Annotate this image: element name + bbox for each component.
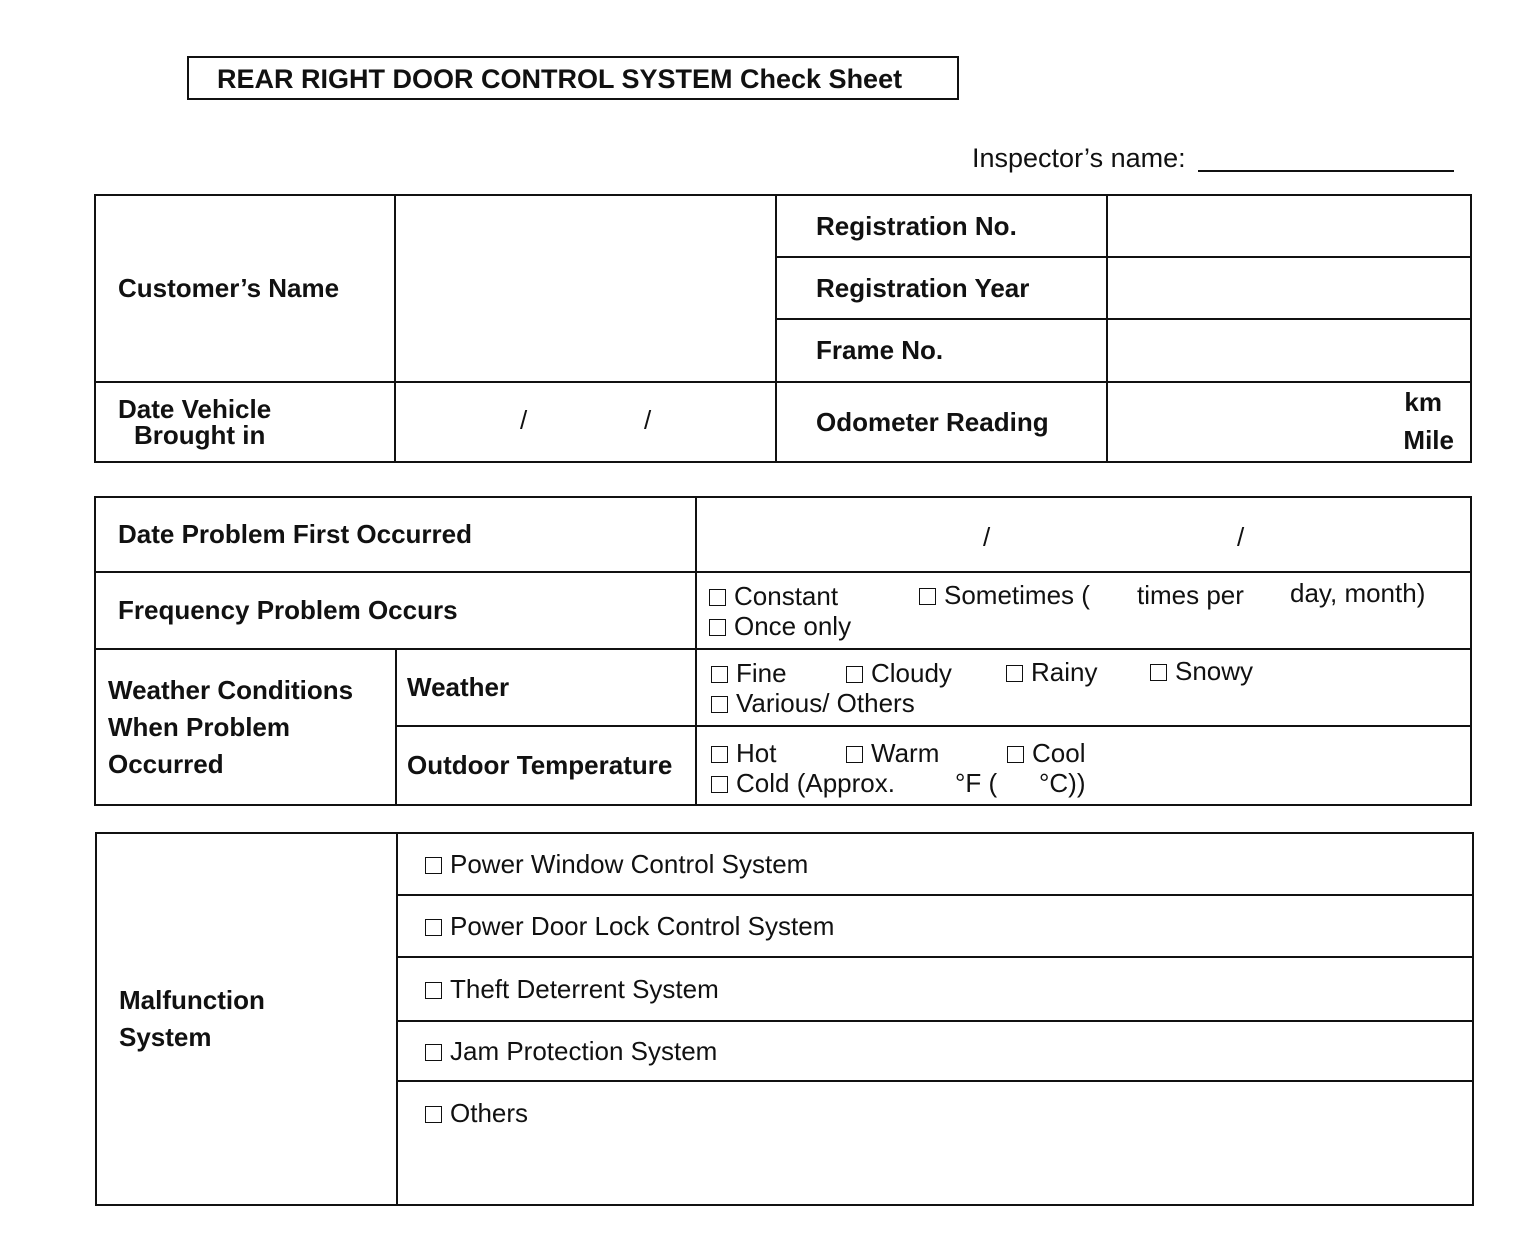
date-vehicle-label [95, 382, 395, 462]
temperature-options [696, 726, 1471, 805]
checkbox-icon [425, 982, 442, 999]
malfunction-item-theft-deterrent[interactable]: Theft Deterrent System [397, 957, 1473, 1021]
checkbox-icon [1006, 665, 1023, 682]
option-cool[interactable]: Cool [1007, 738, 1085, 769]
vehicle-info-table [94, 194, 1472, 463]
customer-name-field[interactable] [395, 195, 776, 382]
registration-no-field[interactable] [1107, 195, 1471, 257]
deg-c-text: °C)) [1039, 768, 1086, 798]
checkbox-icon [425, 1106, 442, 1123]
malfunction-item-power-window[interactable]: Power Window Control System [397, 833, 1473, 895]
checkbox-icon [711, 666, 728, 683]
date-first-field[interactable] [696, 497, 1471, 572]
option-sometimes[interactable]: Sometimes ( [919, 580, 1090, 611]
date-first-label: Date Problem First Occurred [95, 497, 696, 572]
date-slash-2: / [644, 405, 652, 435]
inspector-label: Inspector’s name: [972, 143, 1186, 173]
problem-date-slash-1: / [983, 522, 991, 552]
checkbox-icon [846, 746, 863, 763]
malfunction-item-power-door-lock[interactable]: Power Door Lock Control System [397, 895, 1473, 957]
times-per-text: times per [1137, 580, 1244, 610]
option-various-others[interactable]: Various/ Others [711, 688, 915, 719]
problem-date-slash-2: / [1237, 522, 1245, 552]
option-once-only[interactable]: Once only [709, 611, 851, 642]
frame-no-field[interactable] [1107, 319, 1471, 382]
odometer-label: Odometer Reading [776, 382, 1107, 462]
date-vehicle-line2: Brought in [134, 420, 266, 450]
registration-year-field[interactable] [1107, 257, 1471, 319]
sheet-title: REAR RIGHT DOOR CONTROL SYSTEM Check Sheet [217, 64, 903, 94]
frame-no-label: Frame No. [776, 319, 1107, 382]
checkbox-icon [1007, 746, 1024, 763]
option-snowy[interactable]: Snowy [1150, 656, 1253, 687]
option-warm[interactable]: Warm [846, 738, 939, 769]
km-unit: km [1404, 387, 1442, 417]
registration-year-label: Registration Year [776, 257, 1107, 319]
inspector-name-field[interactable] [1198, 170, 1454, 172]
deg-f-text: °F ( [955, 768, 998, 798]
malfunction-system-label: Malfunction System [96, 833, 397, 1205]
checkbox-icon [425, 919, 442, 936]
checkbox-icon [425, 857, 442, 874]
date-vehicle-line1: Date Vehicle [118, 394, 272, 424]
checkbox-icon [1150, 664, 1167, 681]
date-slash-1: / [520, 405, 528, 435]
malfunction-item-jam-protection[interactable]: Jam Protection System [397, 1021, 1473, 1081]
frequency-label: Frequency Problem Occurs [95, 572, 696, 649]
checkbox-icon [425, 1044, 442, 1061]
outdoor-temperature-label: Outdoor Temperature [396, 726, 696, 805]
checkbox-icon [709, 619, 726, 636]
checkbox-icon [709, 589, 726, 606]
option-cloudy[interactable]: Cloudy [846, 658, 952, 689]
option-cold[interactable]: Cold (Approx. [711, 768, 895, 799]
date-vehicle-field[interactable] [395, 382, 776, 462]
checkbox-icon [846, 666, 863, 683]
option-constant[interactable]: Constant [709, 581, 838, 612]
malfunction-item-others[interactable]: Others [397, 1081, 1473, 1205]
problem-info-table [94, 496, 1472, 806]
day-month-text: day, month) [1290, 578, 1426, 608]
checkbox-icon [919, 588, 936, 605]
malfunction-table [95, 832, 1474, 1206]
option-hot[interactable]: Hot [711, 738, 776, 769]
frequency-options [696, 572, 1471, 649]
weather-conditions-label: Weather Conditions When Problem Occurred [95, 649, 396, 805]
odometer-field[interactable] [1107, 382, 1471, 462]
option-rainy[interactable]: Rainy [1006, 657, 1097, 688]
option-fine[interactable]: Fine [711, 658, 787, 689]
mile-unit: Mile [1403, 425, 1454, 455]
registration-no-label: Registration No. [776, 195, 1107, 257]
weather-label: Weather [396, 649, 696, 726]
customer-name-label: Customer’s Name [95, 195, 395, 382]
checkbox-icon [711, 696, 728, 713]
weather-options [696, 649, 1471, 726]
checkbox-icon [711, 746, 728, 763]
checkbox-icon [711, 776, 728, 793]
